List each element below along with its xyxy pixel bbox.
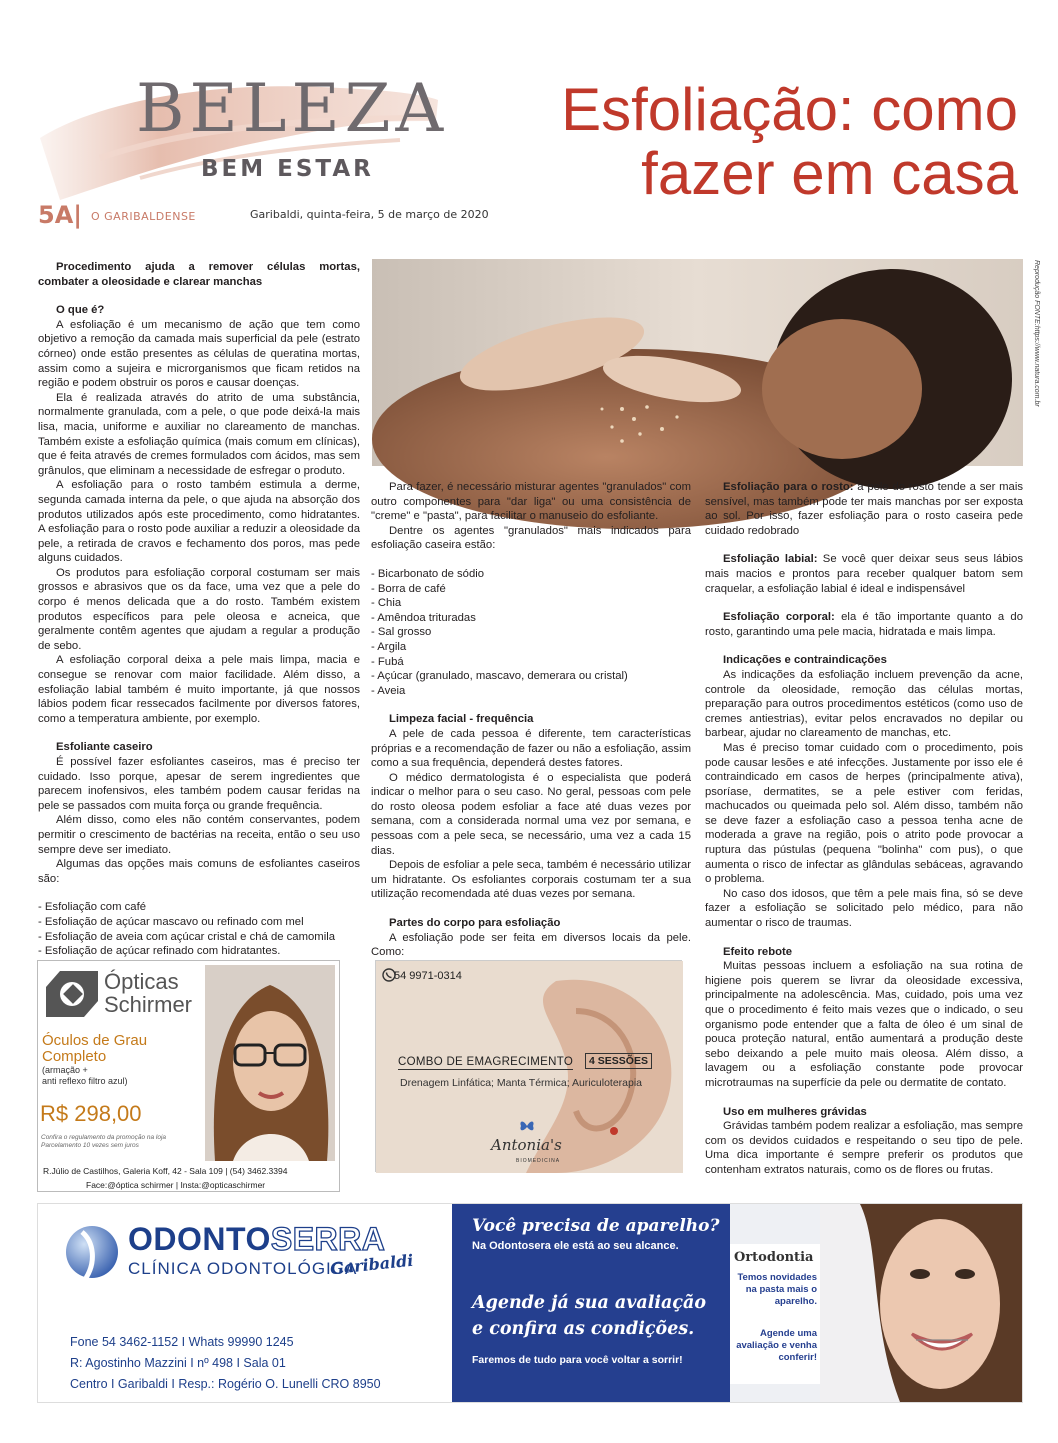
- paragraph: Além disso, como eles não contém conservantes, podem permitir o crescimento de bactérias na receita, então o seu uso sempre deve ser imediato.: [38, 814, 360, 856]
- heading-indications: Indicações e contraindicações: [723, 654, 887, 667]
- optica-fine-print: [41, 1134, 166, 1150]
- heading-body-parts: Partes do corpo para esfoliação: [389, 917, 561, 930]
- list-item: - Açúcar (granulado, mascavo, demerara ou cristal): [371, 670, 628, 683]
- headline-line-2: fazer em casa: [641, 140, 1018, 207]
- offer-line-1: Óculos de Grau: [42, 1032, 148, 1049]
- list-item: - Esfoliação com café: [38, 901, 146, 914]
- list-item: - Chia: [371, 597, 402, 610]
- paragraph: As indicações da esfoliação incluem prevenção da acne, controle da oleosidade, remoção das células mortas, preparação para outros procedimentos estéticos (como uso de cremes antiestrias), evitar pelos encravados no depilar ou barbear, ajudar no clareamento de manchas, etc.: [705, 668, 1023, 740]
- fine-line-2: Parcelamento 10 vezes sem juros: [41, 1142, 139, 1149]
- offer-sub-line-1: (armação +: [42, 1065, 88, 1075]
- optica-brand: [104, 970, 192, 1016]
- paragraph: Mas é preciso tomar cuidado com o procedimento, pois pode causar lesões e até infecções. Justamente por isso ele é contraindicado em casos de herpes (principalmente ativa), psoríase, dermatites, se a pele estiver com feridas, machucados ou queimada pelo sol. Além disso, também não se deve fazer a esfoliação caso a pessoa tenha acne de moderada a grave na região, pois o atrito pode provocar a ruptura das pústulas (pequena "bolinha" com pus), o que aumenta o risco de infectar as glândulas sebáceas, agravando o problema.: [705, 741, 1023, 886]
- optica-logo-icon: [46, 971, 98, 1017]
- fine-line-1: Confira o regulamento da promoção na loja: [41, 1134, 167, 1141]
- heading-facial-frequency: Limpeza facial - frequência: [389, 713, 534, 726]
- lip-label: Esfoliação labial:: [723, 553, 818, 566]
- optica-price: R$ 298,00: [40, 1101, 142, 1126]
- paragraph-face: [705, 480, 1023, 538]
- butterfly-icon: [519, 1119, 535, 1133]
- paragraph: Os produtos para esfoliação corporal costumam ser mais grossos e abrasivos que os da face, uma vez que a pele do corpo é menos delicada que a do rosto. Também existem produtos específicos para pele oleosa e acneica, que geralmente contêm agentes que ajudam a regular a produção de sebo.: [38, 566, 360, 652]
- spa-massage-photo: [372, 259, 1023, 466]
- odonto-photo-panel: [730, 1204, 1022, 1402]
- offer-details: [42, 1065, 128, 1087]
- antonias-subtitle: BIOMEDICINA: [516, 1158, 561, 1164]
- odonto-footer: Faremos de tudo para você voltar a sorrir!: [472, 1354, 683, 1366]
- spacer: [371, 553, 691, 567]
- granulated-agents-list: [371, 567, 691, 698]
- odonto-phone: Fone 54 3462-1152 I Whats 99990 1245: [70, 1335, 294, 1349]
- antonias-signature: Antonia's: [491, 1136, 562, 1154]
- face-text: a pele do rosto tende a ser mais sensível, mas também pode ter mais manchas por ser exposta ao sol. Por isso, fazer esfoliação para o rosto caseira pede cuidado redobrado: [705, 481, 1023, 537]
- spacer: [38, 886, 360, 900]
- spacer: [705, 596, 1023, 610]
- odonto-brand: [128, 1221, 385, 1258]
- list-item: - Esfoliação de aveia com açúcar cristal e chá de camomila: [38, 930, 335, 943]
- smiling-woman-braces-photo: [820, 1204, 1022, 1402]
- odonto-brand-a: ODONTO: [128, 1221, 271, 1257]
- odonto-city: Garibaldi: [329, 1250, 415, 1279]
- odonto-cta: Agende já sua avaliação e confira as condições.: [472, 1293, 707, 1339]
- glasses-model-photo: [205, 965, 335, 1161]
- headline-line-1: Esfoliação: como: [561, 76, 1018, 143]
- odonto-contact-info: [70, 1332, 381, 1395]
- list-item: - Esfoliação de açúcar mascavo ou refinado com mel: [38, 915, 304, 928]
- photo-credit-text-svg: [1025, 260, 1039, 460]
- page-number-value: 5A: [38, 201, 74, 229]
- paragraph: A esfoliação é um mecanismo de ação que tem como objetivo a remoção da camada mais superficial da pele (estrato córneo) onde estão presentes as células de queratina mortas, assim como a sujeira e microrganismos que ficam retidos na região e podem obstruir os poros e causar doenças.: [38, 318, 360, 390]
- odonto-responsible: Centro I Garibaldi I Resp.: Rogério O. Lunelli CRO 8950: [70, 1377, 381, 1391]
- list-item: - Amêndoa trituradas: [371, 611, 476, 624]
- ortho-news: Temos novidades na pasta mais o aparelho.: [737, 1272, 817, 1307]
- odonto-subtitle: CLÍNICA ODONTOLÓGICA: [128, 1259, 358, 1278]
- article-column-2: [371, 480, 691, 960]
- heading-homemade-exfoliant: Esfoliante caseiro: [56, 741, 153, 754]
- photo-credit-text: Reprodução FONTE:https://www.natura.com.br: [1033, 260, 1040, 407]
- section-subtitle: BEM ESTAR: [201, 156, 374, 182]
- odontoserra-ad[interactable]: [37, 1203, 1023, 1403]
- paragraph: A esfoliação corporal deixa a pele mais limpa, macia e consegue se renovar com maior facilidade. Além disso, a esfoliação labial também é muito importante, já que nossos lábios podem ficar ressecados facilmente por diversos fatores, como a temperatura ambiente, por exemplo.: [38, 654, 360, 725]
- lip-text: Se você quer deixar seus seus lábios mais macios e prontos para receber qualquer batom sem craquelar, a esfoliação labial é ideal e indispensável: [705, 553, 1023, 595]
- date-line: Garibaldi, quinta-feira, 5 de março de 2020: [250, 208, 489, 221]
- offer-line-2: Completo: [42, 1048, 107, 1065]
- paragraph: Ela é realizada através do atrito de uma substância, normalmente granulada, com a pele, o que pode deixá-la mais lisa, macia, uniforme e auxiliar no clareamento de manchas. Também existe a esfoliação química (mais comum em clínicas), que é feita através de cremes formulados com ácidos, mas sem grânulos, que eliminam a necessidade de esfregar o produto.: [38, 391, 360, 477]
- list-item: - Aveia: [371, 684, 406, 697]
- combo-services: Drenagem Linfática; Manta Térmica; Auriculoterapia: [400, 1077, 643, 1089]
- optica-brand-line-1: Ópticas: [104, 969, 179, 994]
- newspaper-name: O GARIBALDENSE: [91, 210, 196, 223]
- body-text: ela é tão importante quanto a do rosto, garantindo uma pele macia, hidratada e mais limpa.: [705, 611, 1024, 638]
- ortho-title: Ortodontia: [734, 1250, 814, 1265]
- paragraph: A esfoliação para o rosto também estimula a derme, segunda camada interna da pele, o que ajuda na absorção dos produtos utilizados após este procedimento, como hidratantes. A esfoliação para o rosto pode auxiliar a reduzir a oleosidade da pele, a retirada de cravos e fechamento dos poros, mas pede alguns cuidados.: [38, 479, 360, 565]
- list-item: - Sal grosso: [371, 626, 432, 639]
- list-item: - Bicarbonato de sódio: [371, 567, 485, 580]
- paragraph-body: [705, 610, 1023, 639]
- combo-title: COMBO DE EMAGRECIMENTO: [398, 1056, 574, 1068]
- paragraph: Grávidas também podem realizar a esfoliação, mas sempre com os devidos cuidados e respeitando o seu tipo de pele. Uma dica importante é sempre preferir os produtos que contenham extratos naturais, como os de flores ou frutas.: [705, 1120, 1023, 1176]
- combo-phone: 54 9971-0314: [394, 970, 462, 982]
- list-item: - Borra de café: [371, 582, 446, 595]
- odonto-brand-b: SERRA: [270, 1221, 386, 1257]
- offer-sub-line-2: anti reflexo filtro azul): [42, 1076, 128, 1086]
- list-item: - Argila: [371, 640, 407, 653]
- list-item: - Esfoliação de açúcar refinado com hidratantes.: [38, 945, 281, 958]
- heading-pregnant-use: Uso em mulheres grávidas: [723, 1105, 867, 1118]
- optica-schirmer-ad[interactable]: [37, 960, 340, 1192]
- paragraph: Dentre os agentes "granulados" mais indicados para esfoliação caseira estão:: [371, 524, 691, 552]
- heading-what-is: O que é?: [56, 304, 105, 317]
- homemade-options-list: [38, 900, 360, 958]
- odonto-question: Você precisa de aparelho?: [472, 1216, 720, 1236]
- paragraph: Algumas das opções mais comuns de esfoliantes caseiros são:: [38, 858, 360, 885]
- paragraph: Depois de esfoliar a pele seca, também é necessário utilizar um hidratante. Os esfoliantes corporais costumam ter a sua utilização recomendada até duas vezes por semana.: [371, 859, 691, 901]
- article-column-3: [705, 480, 1023, 1178]
- paragraph-lip: [705, 552, 1023, 596]
- face-label: Esfoliação para o rosto:: [723, 481, 854, 493]
- paragraph: A esfoliação pode ser feita em diversos locais da pele. Como:: [371, 931, 691, 959]
- paragraph: O médico dermatologista é o especialista que poderá indicar o melhor para o seu caso. No geral, pessoas com pele do rosto oleosa podem esfoliar a face até duas vezes por semana, com a considerada normal uma vez por semana, e pessoas com a pele seca, se necessário, uma vez a cada 15 dias.: [371, 771, 691, 857]
- odonto-logo-icon: [64, 1222, 120, 1282]
- section-title: BELEZA: [136, 70, 449, 147]
- page-number-bar: |: [73, 201, 83, 229]
- odonto-logo-panel: [38, 1204, 452, 1402]
- optica-brand-line-2: Schirmer: [104, 992, 193, 1017]
- paragraph: Muitas pessoas incluem a esfoliação na sua rotina de higiene pois querem se livrar da oleosidade excessiva, principalmente na adolescência. Mas, cuidado, pois uma vez que o procedimento é feito mais vezes que o indicado, o seu organismo pode entender que a falta de óleo é um sinal de pouca proteção natural, então aumentará a produção deste sebo deixando a pele muito mais oleosa. Além disso, a lavagem ou a esfoliação constante pode provocar microtraumas na superfície da pele ou dermatite de contato.: [705, 960, 1023, 1089]
- paragraph: Para fazer, é necessário misturar agentes "granulados" com outro componentes para "dar liga" ou uma consistência de "creme" e "pasta", para facilitar o manuseio do esfoliante.: [371, 481, 691, 523]
- photo-credit: [1025, 260, 1039, 460]
- headline: [498, 78, 1018, 206]
- list-item: - Fubá: [371, 655, 404, 668]
- combo-sessions-badge: 4 SESSÕES: [585, 1053, 652, 1069]
- odonto-cta-panel: [452, 1204, 730, 1402]
- body-label: Esfoliação corporal:: [723, 611, 835, 624]
- article-column-1: [38, 260, 360, 959]
- paragraph: É possível fazer esfoliantes caseiros, mas é preciso ter cuidado. Isso porque, apesar de serem ingredientes que parecem inofensivos, eles também podem causar feridas na pele se passados com muita força ou grande frequência.: [38, 756, 360, 812]
- paragraph: No caso dos idosos, que têm a pele mais fina, só se deve fazer a esfoliação se solicitado pelo médico, para não aumentar o risco de traumas.: [705, 887, 1023, 930]
- optica-offer: [42, 1033, 147, 1065]
- heading-rebound-effect: Efeito rebote: [723, 945, 793, 958]
- paragraph: A pele de cada pessoa é diferente, tem características próprias e a recomendação de fazer ou não a esfoliação, assim como a sua frequência, dependerá destes fatores.: [371, 727, 691, 770]
- ortho-come: Agende uma avaliação e venha conferir!: [736, 1328, 817, 1363]
- page-number: [38, 201, 82, 229]
- optica-address: R.Júlio de Castilhos, Galeria Koff, 42 - Sala 109 | (54) 3462.3394: [43, 1166, 288, 1176]
- article-lead: Procedimento ajuda a remover células mortas, combater a oleosidade e clarear manchas: [38, 261, 360, 288]
- odonto-address: R: Agostinho Mazzini I nº 498 I Sala 01: [70, 1356, 286, 1370]
- antonias-combo-ad[interactable]: [375, 960, 682, 1172]
- spacer: [705, 538, 1023, 552]
- optica-social: Face:@óptica schirmer | Insta:@opticaschirmer: [86, 1180, 266, 1190]
- odonto-answer: Na Odontosera ele está ao seu alcance.: [472, 1240, 679, 1252]
